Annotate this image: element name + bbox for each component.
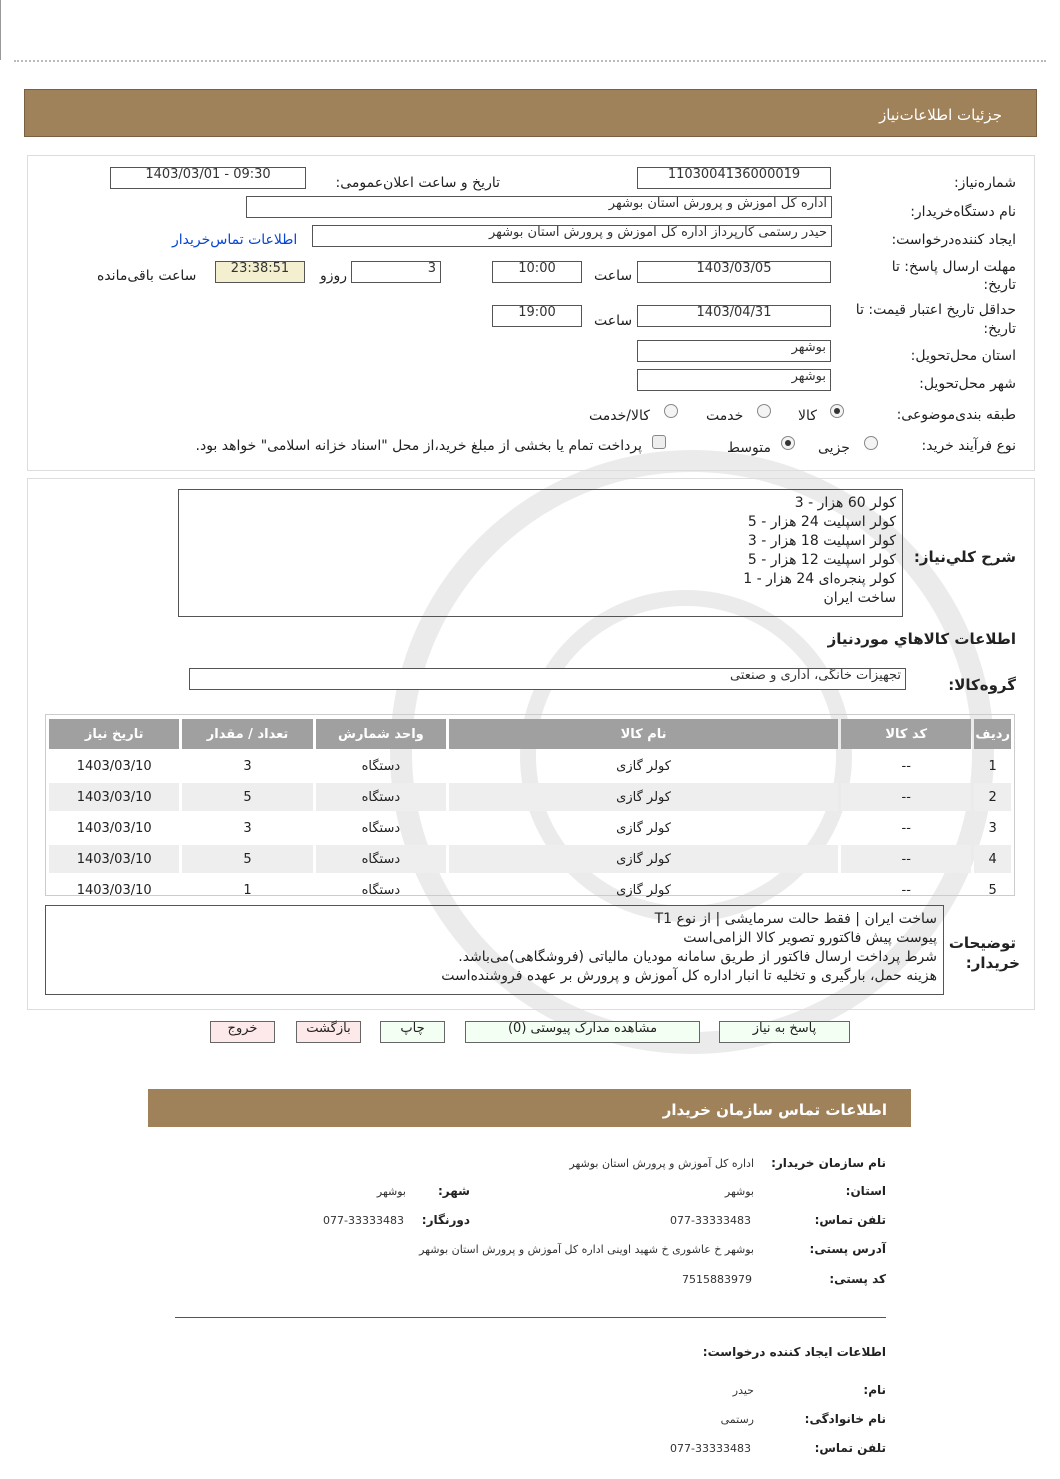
reply-time-label: ساعت <box>594 268 633 284</box>
goods-group-label: گروه‌کالا: <box>948 676 1016 694</box>
process-radio-medium[interactable] <box>781 436 795 450</box>
creator-name-value: حیدر <box>732 1384 754 1397</box>
col-row: ردیف <box>974 719 1011 749</box>
contact-city-value: بوشهر <box>376 1185 406 1198</box>
summary-line: کولر اسپلیت 18 هزار - 3 <box>747 533 896 549</box>
cell-code: -- <box>841 845 971 873</box>
exit-button[interactable]: خروج <box>210 1021 275 1043</box>
category-label: طبقه بندی‌موضوعی: <box>896 407 1016 423</box>
cell-row: 2 <box>974 783 1011 811</box>
print-button[interactable]: چاپ <box>380 1021 445 1043</box>
process-option-minor: جزیی <box>818 440 850 456</box>
validity-time-field[interactable]: 19:00 <box>492 305 582 327</box>
col-date: تاریخ نیاز <box>49 719 179 749</box>
table-row <box>49 814 1011 842</box>
col-qty: تعداد / مقدار <box>182 719 312 749</box>
summary-label: شرح کلي‌نیاز: <box>913 548 1016 566</box>
remaining-time-field: 23:38:51 <box>215 261 305 283</box>
reply-deadline-label-2: تاریخ: <box>983 277 1016 293</box>
contact-phone-value: 077-33333483 <box>670 1214 751 1227</box>
need-number-field[interactable]: 1103004136000019 <box>637 167 831 189</box>
attachments-button[interactable]: مشاهده مدارک پیوستی (0) <box>465 1021 700 1043</box>
contact-divider <box>175 1317 886 1318</box>
announce-label: تاریخ و ساعت اعلان‌عمومی: <box>335 175 500 191</box>
goods-table <box>46 716 1014 907</box>
reply-date-field[interactable]: 1403/03/05 <box>637 261 831 283</box>
summary-line: کولر 60 هزار - 3 <box>794 495 896 511</box>
cell-row: 5 <box>988 882 997 898</box>
contact-postal-value: 7515883979 <box>682 1273 752 1286</box>
notes-line: ساخت ایران | فقط حالت سرمایشی | از نوع T1 <box>654 911 937 927</box>
contact-address-value: بوشهر خ عاشوری خ شهید اوینی اداره کل آموزش و پرورش استان بوشهر <box>419 1243 754 1256</box>
cell-code: -- <box>901 820 911 836</box>
summary-line: ساخت ایران <box>823 590 896 606</box>
city-field[interactable]: بوشهر <box>637 369 831 391</box>
table-row <box>49 845 1011 873</box>
cell-row: 4 <box>974 845 1011 873</box>
process-option-medium: متوسط <box>727 440 771 456</box>
buyer-notes-label-2: خریدار: <box>965 954 1020 972</box>
announce-field[interactable]: 1403/03/01 - 09:30 <box>110 167 306 189</box>
cell-qty: 5 <box>182 845 312 873</box>
cell-qty: 3 <box>243 820 252 836</box>
cell-name: کولر گازی <box>449 783 838 811</box>
col-code: کد کالا <box>841 719 971 749</box>
reply-button[interactable]: پاسخ به نیاز <box>719 1021 850 1043</box>
buyer-org-field[interactable]: اداره کل آموزش و پرورش استان بوشهر <box>246 196 832 218</box>
creator-phone-label: تلفن تماس: <box>814 1441 886 1455</box>
cell-unit: دستگاه <box>361 758 401 774</box>
notes-line: پیوست پیش فاکتورو تصویر کالا الزامی‌است <box>683 930 937 946</box>
creator-info-title: اطلاعات ایجاد کننده درخواست: <box>702 1345 886 1359</box>
summary-box <box>178 489 903 617</box>
cell-qty: 3 <box>243 758 252 774</box>
back-button[interactable]: بازگشت <box>296 1021 361 1043</box>
cell-name: کولر گازی <box>616 758 671 774</box>
creator-phone-value: 077-33333483 <box>670 1442 751 1455</box>
goods-table-header <box>49 719 1011 749</box>
page-title: جزئیات اطلاعات‌نیاز <box>879 106 1002 124</box>
contact-org-label: نام سازمان خریدار: <box>771 1156 886 1170</box>
validity-label-2: تاریخ: <box>983 321 1016 337</box>
contact-fax-value: 077-33333483 <box>323 1214 404 1227</box>
cell-date: 1403/03/10 <box>76 882 152 898</box>
reply-deadline-label: مهلت ارسال پاسخ: تا <box>891 259 1016 275</box>
notes-line: هزینه حمل، بارگیری و تخلیه تا انبار اداره کل آموزش و پرورش بر عهده فروشنده‌است <box>441 968 937 984</box>
validity-time-label: ساعت <box>594 313 633 329</box>
validity-date-field[interactable]: 1403/04/31 <box>637 305 831 327</box>
cell-date: 1403/03/10 <box>49 845 179 873</box>
cell-unit: دستگاه <box>316 783 446 811</box>
category-option-service: خدمت <box>706 408 744 424</box>
summary-line: کولر اسپلیت 12 هزار - 5 <box>747 552 896 568</box>
summary-line: کولر اسپلیت 24 هزار - 5 <box>747 514 896 530</box>
contact-address-label: آدرس پستی: <box>809 1242 886 1256</box>
category-radio-goods[interactable] <box>830 404 844 418</box>
creator-family-label: نام خانوادگی: <box>804 1412 886 1426</box>
reply-time-field[interactable]: 10:00 <box>492 261 582 283</box>
need-number-label: شماره‌نیاز: <box>953 175 1016 191</box>
contact-province-label: استان: <box>845 1184 886 1198</box>
cell-name: کولر گازی <box>449 845 838 873</box>
category-option-goods-service: کالا/خدمت <box>589 408 650 424</box>
contact-phone-label: تلفن تماس: <box>814 1213 886 1227</box>
contact-org-value: اداره کل آموزش و پرورش استان بوشهر <box>569 1157 754 1170</box>
contact-city-label: شهر: <box>438 1184 470 1198</box>
days-field[interactable]: 3 <box>351 261 441 283</box>
cell-unit: دستگاه <box>361 882 401 898</box>
contact-title: اطلاعات تماس سازمان خریدار <box>662 1101 887 1119</box>
process-radio-minor[interactable] <box>864 436 878 450</box>
table-row <box>49 783 1011 811</box>
creator-family-value: رستمی <box>720 1413 754 1426</box>
buyer-notes-label: توضیحات <box>948 934 1016 952</box>
notes-line: شرط پرداخت ارسال فاکتور از طریق سامانه مودیان مالیاتی (فروشگاهی)می‌باشد. <box>458 949 937 965</box>
creator-name-label: نام: <box>863 1383 886 1397</box>
buyer-contact-link[interactable]: اطلاعات تماس‌خریدار <box>172 232 298 248</box>
table-row <box>49 752 1011 780</box>
payment-checkbox-label: پرداخت تمام یا بخشی از مبلغ خرید،از محل "اسناد خزانه اسلامی" خواهد بود. <box>195 438 642 454</box>
cell-code: -- <box>901 882 911 898</box>
contact-fax-label: دورنگار: <box>421 1213 470 1227</box>
summary-line: کولر پنجره‌ای 24 هزار - 1 <box>743 571 896 587</box>
cell-date: 1403/03/10 <box>76 758 152 774</box>
cell-date: 1403/03/10 <box>49 783 179 811</box>
page-title-bar <box>24 89 1037 137</box>
province-label: استان محل‌تحویل: <box>910 348 1016 364</box>
cell-qty: 5 <box>182 783 312 811</box>
province-field[interactable]: بوشهر <box>637 340 831 362</box>
city-label: شهر محل‌تحویل: <box>919 376 1016 392</box>
col-unit: واحد شمارش <box>316 719 446 749</box>
process-label: نوع فرآیند خرید: <box>921 438 1016 454</box>
goods-group-field[interactable]: تجهیزات خانگی، اداری و صنعتی <box>189 668 906 690</box>
col-name: نام کالا <box>449 719 838 749</box>
top-dotted-divider <box>14 60 1046 62</box>
cell-unit: دستگاه <box>316 845 446 873</box>
category-radio-service[interactable] <box>757 404 771 418</box>
table-row <box>49 876 1011 904</box>
cell-code: -- <box>841 783 971 811</box>
contact-postal-label: کد پستی: <box>829 1272 886 1286</box>
cell-name: کولر گازی <box>616 882 671 898</box>
contact-province-value: بوشهر <box>724 1185 754 1198</box>
category-radio-goods-service[interactable] <box>664 404 678 418</box>
category-option-goods: کالا <box>798 408 817 424</box>
cell-row: 1 <box>988 758 997 774</box>
buyer-org-label: نام دستگاه‌خریدار: <box>910 204 1016 220</box>
creator-label: ایجاد کننده‌درخواست: <box>891 232 1016 248</box>
cell-name: کولر گازی <box>616 820 671 836</box>
goods-section-title: اطلاعات کالاهاي موردنیاز <box>827 630 1016 648</box>
cell-unit: دستگاه <box>361 820 401 836</box>
left-edge-line <box>0 0 1 60</box>
creator-field[interactable]: حیدر رستمی کارپرداز اداره کل آموزش و پرورش استان بوشهر <box>312 225 832 247</box>
buyer-notes-box <box>45 905 944 995</box>
payment-checkbox[interactable] <box>652 435 666 449</box>
days-label: روزو <box>320 268 348 284</box>
contact-title-bar <box>148 1089 911 1127</box>
cell-qty: 1 <box>243 882 252 898</box>
cell-code: -- <box>901 758 911 774</box>
remaining-label: ساعت باقی‌مانده <box>97 268 197 284</box>
validity-label: حداقل تاریخ اعتبار قیمت: تا <box>855 302 1016 318</box>
cell-row: 3 <box>988 820 997 836</box>
cell-date: 1403/03/10 <box>76 820 152 836</box>
